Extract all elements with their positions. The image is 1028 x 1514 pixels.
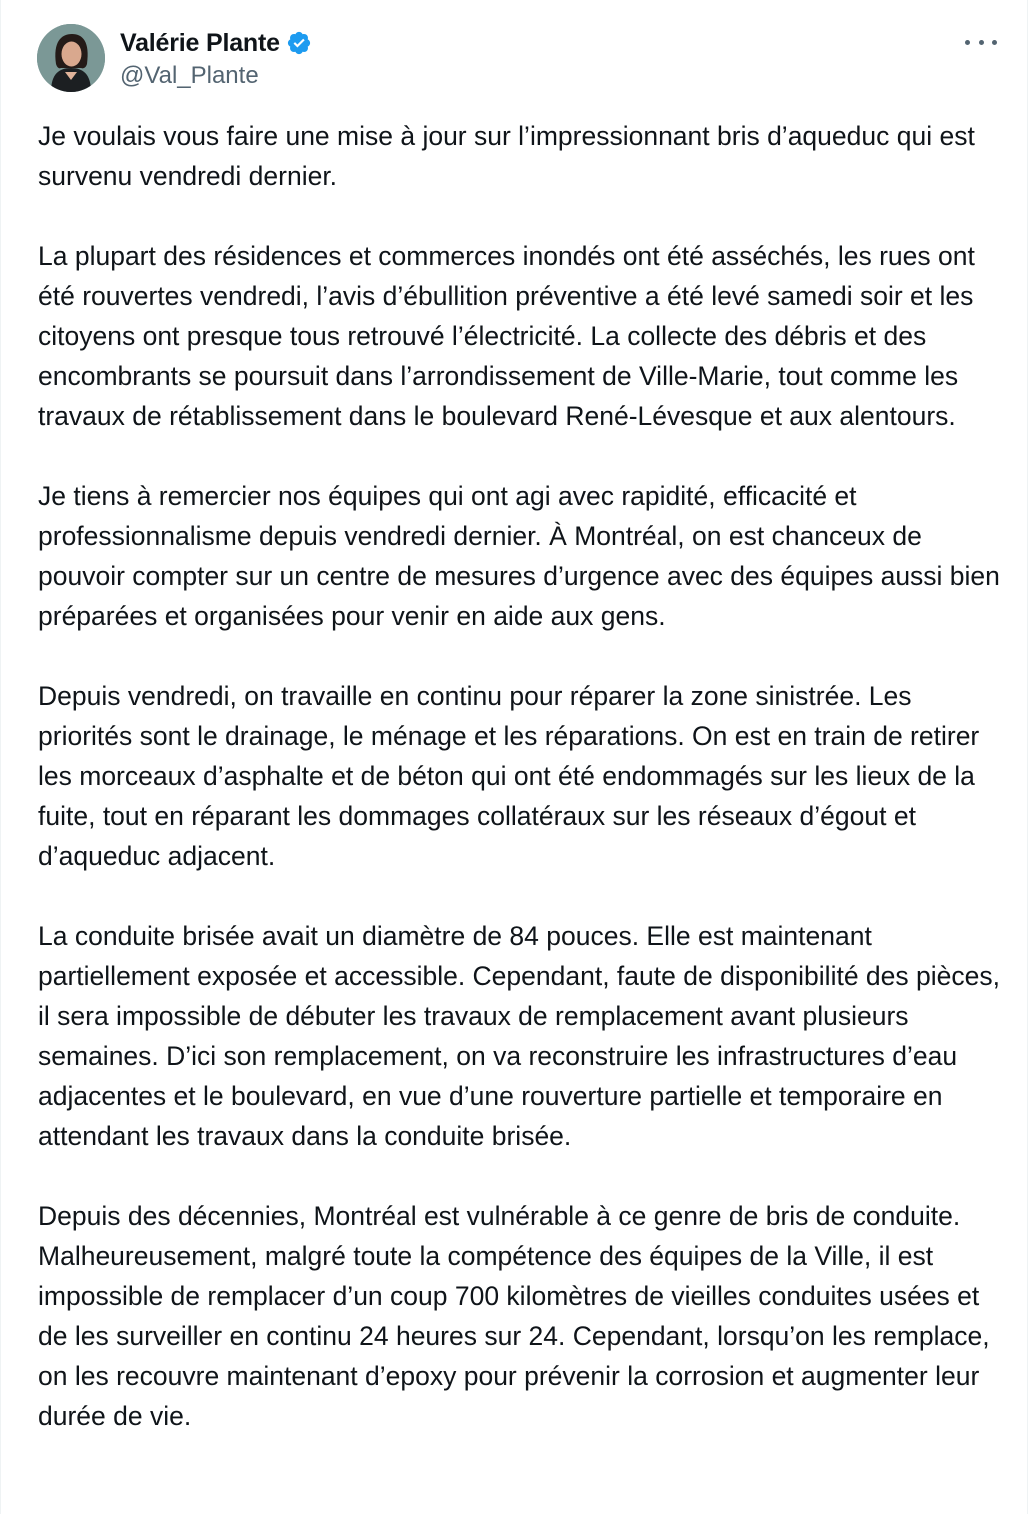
more-options-icon[interactable]: [965, 30, 997, 54]
tweet-paragraph: Je voulais vous faire une mise à jour sur l’impressionnant bris d’aqueduc qui est survenu vendredi dernier.: [38, 121, 975, 191]
tweet-text: [38, 116, 1002, 1476]
tweet-paragraph: Je tiens à remercier nos équipes qui ont agi avec rapidité, efficacité et professionnalisme depuis vendredi dernier. À Montréal, on est chanceux de pouvoir compter sur un centre de mesures d’urgence avec des équipes aussi bien préparées et organisées pour venir en aide aux gens.: [38, 481, 1000, 631]
tweet-paragraph: Depuis vendredi, on travaille en continu pour réparer la zone sinistrée. Les priorités sont le drainage, le ménage et les réparations. On est en train de retirer les morceaux d’asphalte et de béton qui ont été endommagés sur les lieux de la fuite, tout en réparant les dommages collatéraux sur les réseaux d’égout et d’aqueduc adjacent.: [38, 681, 980, 871]
tweet-header: [37, 24, 997, 94]
dot: [965, 40, 970, 45]
profile-photo-icon: [37, 24, 105, 92]
author-names: [120, 26, 312, 90]
dot: [979, 40, 984, 45]
verified-badge-icon[interactable]: [286, 30, 312, 56]
dot: [992, 40, 997, 45]
tweet-paragraph: La conduite brisée avait un diamètre de 84 pouces. Elle est maintenant partiellement exposée et accessible. Cependant, faute de disponibilité des pièces, il sera impossible de débuter les travaux de remplacement avant plusieurs semaines. D’ici son remplacement, on va reconstruire les infrastructures d’eau adjacentes et le boulevard, en vue d’une rouverture partielle et temporaire en attendant les travaux dans la conduite brisée.: [38, 921, 1000, 1151]
avatar[interactable]: [37, 24, 105, 92]
author-display-name[interactable]: Valérie Plante: [120, 28, 280, 57]
tweet-paragraph: La plupart des résidences et commerces inondés ont été asséchés, les rues ont été rouvertes vendredi, l’avis d’ébullition préventive a été levé samedi soir et les citoyens ont presque tous retrouvé l’électricité. La collecte des débris et des encombrants se poursuit dans l’arrondissement de Ville-Marie, tout comme les travaux de rétablissement dans le boulevard René-Lévesque et aux alentours.: [38, 241, 975, 431]
tweet-paragraph: Depuis des décennies, Montréal est vulnérable à ce genre de bris de conduite. Malheureusement, malgré toute la compétence des équipes de la Ville, il est impossible de remplacer d’un coup 700 kilomètres de vieilles conduites usées et de les surveiller en continu 24 heures sur 24. Cependant, lorsqu’on les remplace, on les recouvre maintenant d’epoxy pour prévenir la corrosion et augmenter leur durée de vie.: [38, 1201, 990, 1431]
author-handle[interactable]: @Val_Plante: [120, 62, 259, 89]
